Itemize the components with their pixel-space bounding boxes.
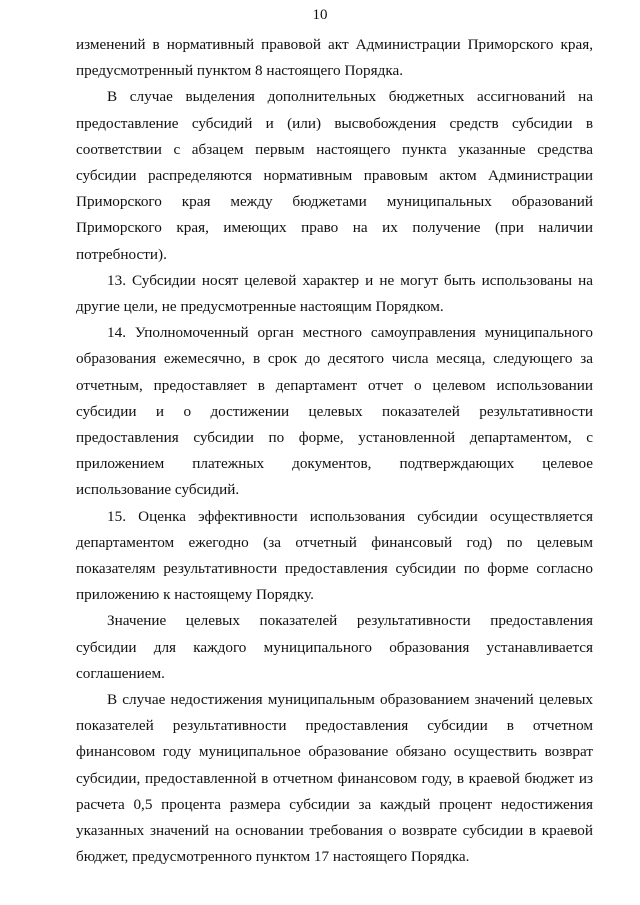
- paragraph-item-14: 14. Уполномоченный орган местного самоуправления муниципального образования ежемесячно, в срок до десятого числа месяца, следующего за отчетным, предоставляет в департамент отчет о целевом использовании субсидии и о достижении целевых показателей результативности предоставления субсидии по форме, установленной департаментом, с приложением платежных документов, подтверждающих целевое использование субсидий.: [76, 324, 593, 499]
- paragraph-item-15: 15. Оценка эффективности использования субсидии осуществляется департаментом ежегодно (за отчетный финансовый год) по целевым показателям результативности предоставления субсидии по форме согласно приложению к настоящему Порядку.: [76, 507, 593, 604]
- paragraph-target-values: Значение целевых показателей результативности предоставления субсидии для каждого муниципального образования устанавливается соглашением.: [76, 612, 593, 682]
- paragraph-refund-obligation: В случае недостижения муниципальным образованием значений целевых показателей результативности предоставления субсидии в отчетном финансовом году муниципальное образование обязано осуществить возврат субсидии, предоставленной в отчетном финансовом году, в краевой бюджет из расчета 0,5 процента размера субсидии за каждый процент недостижения указанных значений на основании требования о возврате субсидии в краевой бюджет, предусмотренного пунктом 17 настоящего Порядка.: [76, 691, 593, 866]
- paragraph-continuation: изменений в нормативный правовой акт Администрации Приморского края, предусмотренный пунктом 8 настоящего Порядка.: [76, 36, 593, 80]
- paragraph-additional-allocations: В случае выделения дополнительных бюджетных ассигнований на предоставление субсидий и (или) высвобождения средств субсидии в соответствии с абзацем первым настоящего пункта указанные средства субсидии распределяются нормативным правовым актом Администрации Приморского края между бюджетами муниципальных образований Приморского края, имеющих право на их получение (при наличии потребности).: [76, 88, 593, 263]
- paragraph-item-13: 13. Субсидии носят целевой характер и не могут быть использованы на другие цели, не предусмотренные настоящим Порядком.: [76, 271, 593, 316]
- page-number: 10: [312, 7, 328, 23]
- document-body: [76, 32, 593, 871]
